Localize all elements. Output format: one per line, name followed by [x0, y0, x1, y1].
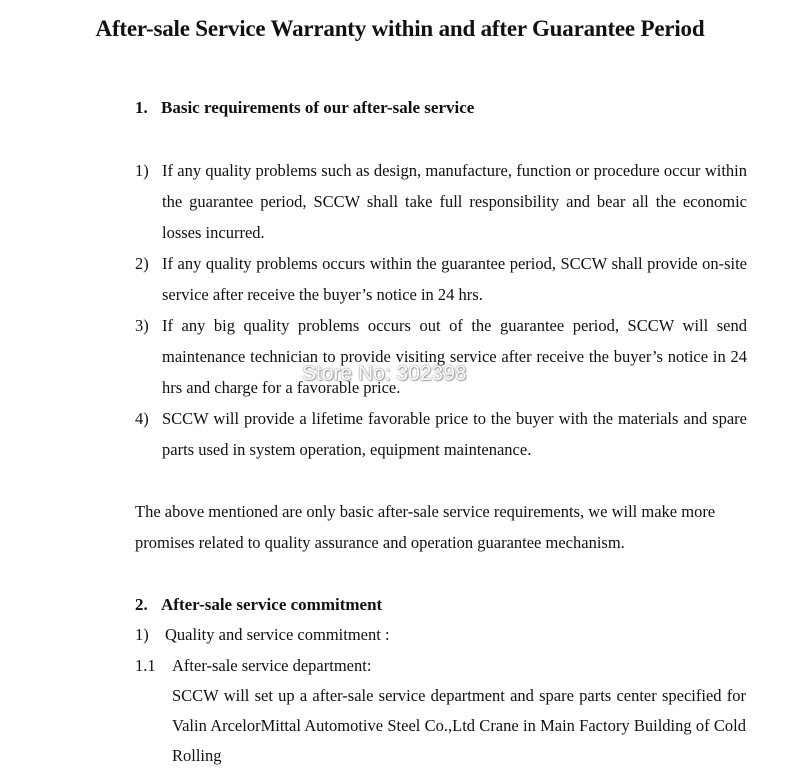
subitem-1-1-text: After-sale service department: [172, 656, 372, 675]
list-item-4-text: SCCW will provide a lifetime favorable price to the buyer with the materials and spare parts used in system operation, equipment maintenance. [162, 409, 747, 459]
list-item-3 [135, 310, 747, 403]
subitem-1 [135, 625, 390, 645]
subitem-1-1 [135, 656, 371, 676]
list-item-1-number: 1) [135, 161, 149, 180]
subitem-1-number: 1) [135, 625, 149, 644]
section-2-heading [135, 595, 382, 615]
list-item-3-number: 3) [135, 316, 149, 335]
list-item-2 [135, 248, 747, 310]
document-title: After-sale Service Warranty within and after Guarantee Period [95, 16, 705, 41]
list-item-1-text: If any quality problems such as design, manufacture, function or procedure occur within the guarantee period, SCCW shall take full responsibility and bear all the economic losses incurred. [162, 161, 747, 242]
section-1-heading [135, 98, 474, 118]
subitem-1-text: Quality and service commitment : [165, 625, 390, 644]
closing-paragraph: The above mentioned are only basic after-sale service requirements, we will make more promises related to quality assurance and operation guarantee mechanism. [135, 502, 716, 552]
list-item-2-text: If any quality problems occurs within the guarantee period, SCCW shall provide on-site service after receive the buyer’s notice in 24 hrs. [162, 254, 747, 304]
subitem-1-1-body: SCCW will set up a after-sale service department and spare parts center specified for Valin ArcelorMittal Automotive Steel Co.,Ltd Crane in Main Factory Building of Cold Rolling [172, 686, 746, 765]
section-1-number: 1. [135, 98, 148, 117]
list-item-3-text: If any big quality problems occurs out of the guarantee period, SCCW will send maintenance technician to provide visiting service after receive the buyer’s notice in 24 hrs and charge for a favorable price. [162, 316, 747, 397]
list-item-4-number: 4) [135, 409, 149, 428]
subitem-1-1-number: 1.1 [135, 656, 156, 675]
store-watermark: Store No: 302398 [302, 362, 467, 385]
list-item-1 [135, 155, 747, 248]
list-item-2-number: 2) [135, 254, 149, 273]
section-1-title: Basic requirements of our after-sale service [161, 98, 475, 117]
list-item-4 [135, 403, 747, 465]
section-2-title: After-sale service commitment [161, 595, 383, 614]
section-2-number: 2. [135, 595, 148, 614]
